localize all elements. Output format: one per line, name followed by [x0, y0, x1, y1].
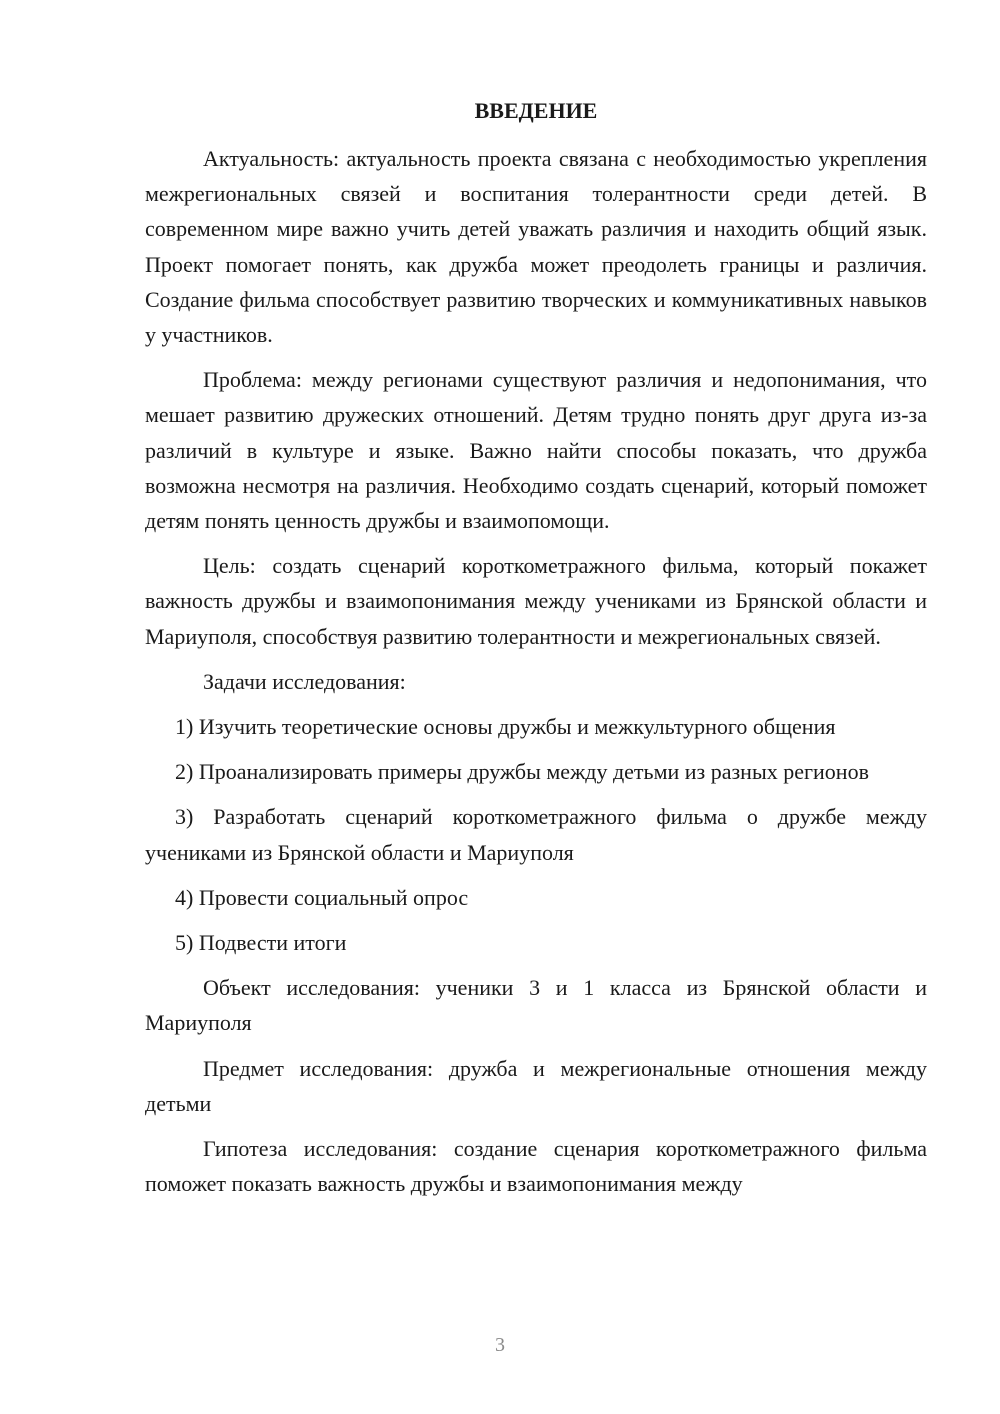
paragraph-subject: Предмет исследования: дружба и межрегиональные отношения между детьми	[145, 1055, 927, 1116]
task-item: 5) Подвести итоги	[175, 930, 347, 956]
paragraph-goal: Цель: создать сценарий короткометражного фильма, который покажет важность дружбы и взаимопонимания между учениками из Брянской области и Мариуполя, способствуя развитию толерантности и межрегиональных связей.	[145, 553, 927, 649]
paragraph-problem: Проблема: между регионами существуют различия и недопонимания, что мешает развитию дружеских отношений. Детям трудно понять друг друга из-за различий в культуре и языке. Важно найти способы показать, что дружба возможна несмотря на различия. Необходимо создать сценарий, который поможет детям понять ценность дружбы и взаимопомощи.	[145, 367, 927, 534]
task-item: 2) Проанализировать примеры дружбы между детьми из разных регионов	[175, 759, 869, 785]
paragraph-tasks-heading: Задачи исследования:	[203, 668, 406, 694]
paragraph-object: Объект исследования: ученики 3 и 1 класса из Брянской области и Мариуполя	[145, 975, 927, 1036]
task-item: 1) Изучить теоретические основы дружбы и межкультурного общения	[175, 714, 836, 740]
document-body	[145, 141, 927, 1211]
section-heading: ВВЕДЕНИЕ	[474, 98, 598, 123]
paragraph-relevance: Актуальность: актуальность проекта связана с необходимостью укрепления межрегиональных связей и воспитания толерантности среди детей. В современном мире важно учить детей уважать различия и находить общий язык. Проект помогает понять, как дружба может преодолеть границы и различия. Создание фильма способствует развитию творческих и коммуникативных навыков у участников.	[145, 146, 927, 348]
page-number: 3	[495, 1334, 505, 1356]
task-item: 4) Провести социальный опрос	[175, 884, 469, 910]
paragraph-hypothesis: Гипотеза исследования: создание сценария короткометражного фильма поможет показать важность дружбы и взаимопонимания между	[145, 1136, 927, 1197]
task-item: 3) Разработать сценарий короткометражного фильма о дружбе между учениками из Брянской области и Мариуполя	[145, 804, 927, 865]
